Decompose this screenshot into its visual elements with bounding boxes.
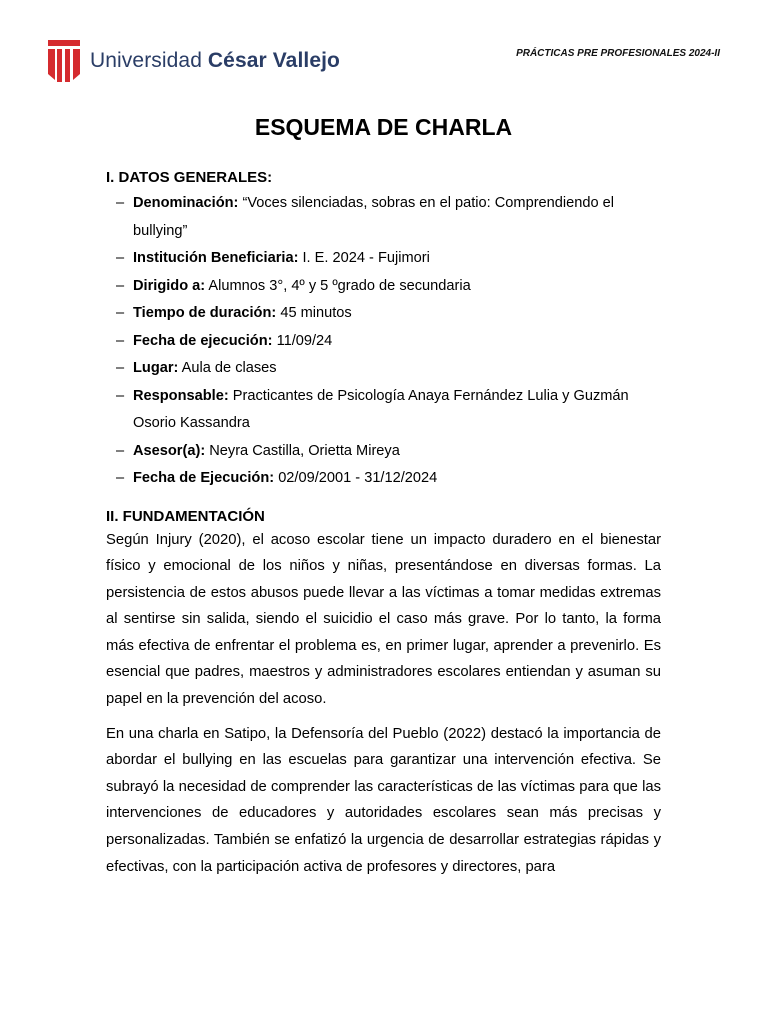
page-header xyxy=(0,0,768,100)
university-logo xyxy=(48,40,340,82)
item-value: I. E. 2024 - Fujimori xyxy=(302,250,430,266)
list-item: – Tiempo de duración: 45 minutos xyxy=(116,305,352,321)
document-body xyxy=(106,108,661,880)
list-item: – Dirigido a: Alumnos 3°, 4º y 5 ºgrado de secundaria xyxy=(116,277,471,294)
item-label: Fecha de Ejecución: xyxy=(133,470,275,486)
list-item: – Denominación: “Voces silenciadas, sobras en el patio: Comprendiendo el bullying” xyxy=(116,195,615,239)
item-label: Responsable: xyxy=(133,387,229,404)
university-name-bold: César Vallejo xyxy=(207,49,340,72)
item-value: “Voces silenciadas, sobras en el patio: Comprendiendo el bullying” xyxy=(133,195,615,239)
general-data-list xyxy=(106,190,661,493)
document-title: ESQUEMA DE CHARLA xyxy=(254,114,513,140)
list-item: – Responsable: Practicantes de Psicología Anaya Fernández Lulia y Guzmán Osorio Kassandra xyxy=(116,387,629,431)
item-label: Denominación: xyxy=(133,195,239,211)
university-shield-icon xyxy=(48,40,80,82)
list-item: – Fecha de Ejecución: 02/09/2001 - 31/12/2024 xyxy=(116,470,438,486)
item-value: Neyra Castilla, Orietta Mireya xyxy=(209,442,400,459)
paragraph: Según Injury (2020), el acoso escolar tiene un impacto duradero en el bienestar físico y emocional de los niños y niñas, presentándose en diversas formas. La persistencia de estos abusos puede llevar a las víctimas a tomar medidas extremas al sentirse sin salida, siendo el suicidio el caso más grave. Por lo tanto, la forma más efectiva de enfrentar el problema es, en primer lugar, aprender a prevenirlo. Es esencial que padres, maestros y administradores escolares entiendan y asuman su papel en la prevención del acoso. xyxy=(106,531,661,708)
item-value: 45 minutos xyxy=(280,305,352,321)
item-value: 11/09/24 xyxy=(276,332,333,349)
section-general-data-heading: I. DATOS GENERALES: xyxy=(106,169,273,186)
item-label: Fecha de ejecución: xyxy=(133,332,273,349)
item-label: Tiempo de duración: xyxy=(133,305,277,321)
paragraph: En una charla en Satipo, la Defensoría del Pueblo (2022) destacó la importancia de abordar el bullying en las escuelas para garantizar una intervención efectiva. Se subrayó la necesidad de comprender las características de las víctimas para que las intervenciones de educadores y autoridades escolares sean más precisas y personalizadas. También se enfatizó la urgencia de desarrollar estrategias rápidas y efectivas, con la participación activa de profesores y directores, para xyxy=(106,725,661,875)
header-program-label: PRÁCTICAS PRE PROFESIONALES 2024-II xyxy=(516,48,720,59)
item-label: Asesor(a): xyxy=(133,442,206,459)
university-name-regular: Universidad xyxy=(90,49,208,72)
list-item: – Institución Beneficiaria: I. E. 2024 - Fujimori xyxy=(116,250,430,266)
item-value: 02/09/2001 - 31/12/2024 xyxy=(278,470,438,486)
university-name xyxy=(90,49,340,73)
item-value: Practicantes de Psicología Anaya Fernández Lulia y Guzmán Osorio Kassandra xyxy=(133,387,629,431)
section-foundation-heading: II. FUNDAMENTACIÓN xyxy=(106,507,265,525)
list-item: – Asesor(a): Neyra Castilla, Orietta Mireya xyxy=(116,442,400,459)
item-label: Dirigido a: xyxy=(133,277,206,294)
item-value: Aula de clases xyxy=(181,360,277,376)
item-value: Alumnos 3°, 4º y 5 ºgrado de secundaria xyxy=(208,277,471,294)
list-item: – Fecha de ejecución: 11/09/24 xyxy=(116,332,333,349)
list-item: – Lugar: Aula de clases xyxy=(116,360,277,376)
item-label: Lugar: xyxy=(133,360,179,376)
item-label: Institución Beneficiaria: xyxy=(133,250,299,266)
